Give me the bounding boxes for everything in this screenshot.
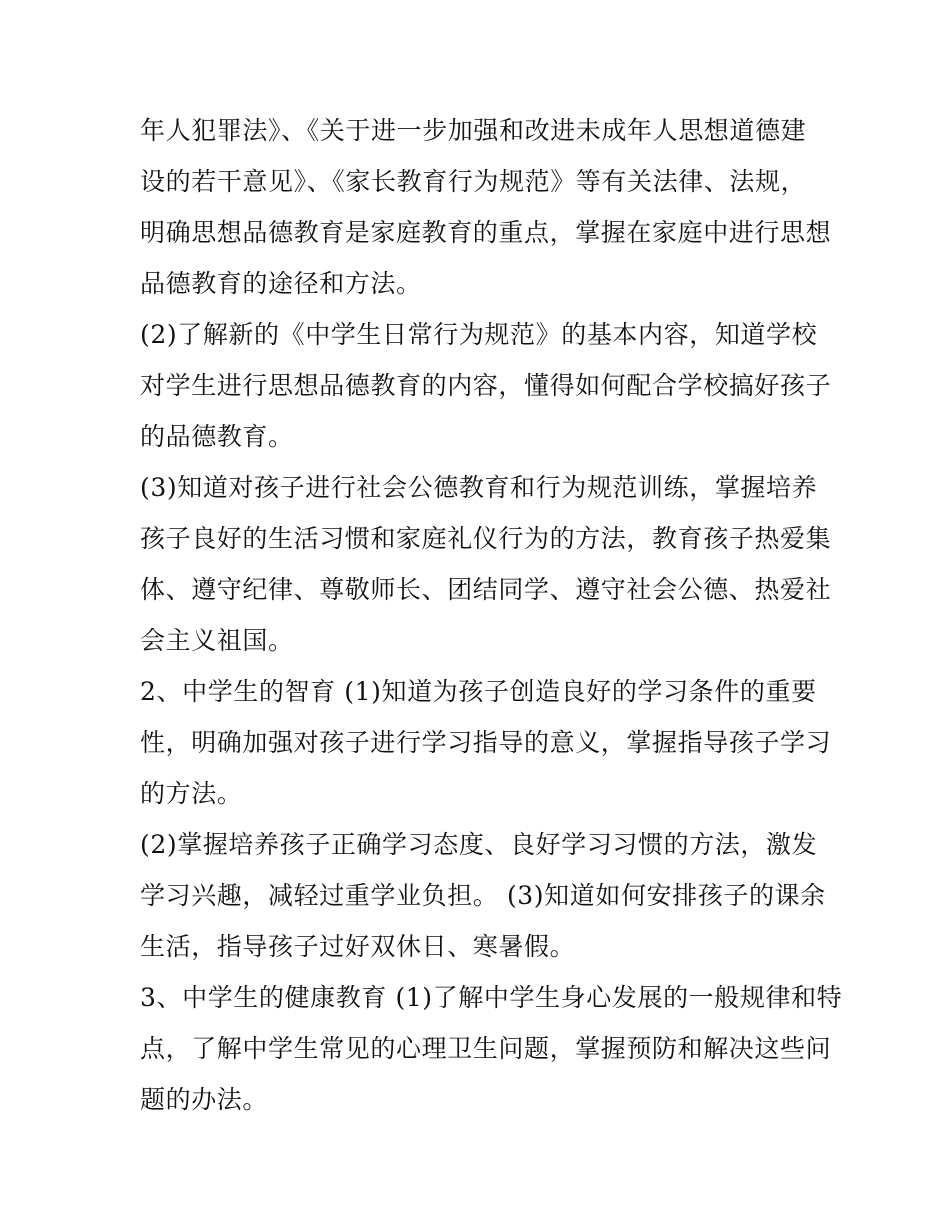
- text-line: 的方法。: [140, 779, 243, 808]
- text-line: 生活，指导孩子过好双休日、寒暑假。: [140, 932, 576, 961]
- text-line: 年人犯罪法》、《关于进一步加强和改进未成年人思想道德建: [140, 116, 807, 145]
- text-line: 品德教育的途径和方法。: [140, 269, 422, 298]
- text-line: 学习兴趣，减轻过重学业负担。 (3)知道如何安排孩子的课余: [140, 881, 826, 910]
- text-line: 题的办法。: [140, 1085, 269, 1114]
- text-line: 设的若干意见》、《家长教育行为规范》等有关法律、法规，: [140, 167, 807, 196]
- text-line: 3、中学生的健康教育 (1)了解中学生身心发展的一般规律和特: [140, 983, 843, 1012]
- text-line: 明确思想品德教育是家庭教育的重点，掌握在家庭中进行思想: [140, 218, 832, 247]
- text-line: (2)了解新的《中学生日常行为规范》的基本内容，知道学校: [140, 320, 818, 349]
- text-line: 的品德教育。: [140, 422, 294, 451]
- text-line: (2)掌握培养孩子正确学习态度、良好学习习惯的方法，激发: [140, 830, 818, 859]
- text-line: (3)知道对孩子进行社会公德教育和行为规范训练，掌握培养: [140, 473, 818, 502]
- text-line: 体、遵守纪律、尊敬师长、团结同学、遵守社会公德、热爱社: [140, 575, 832, 604]
- text-line: 点，了解中学生常见的心理卫生问题，掌握预防和解决这些问: [140, 1034, 832, 1063]
- text-line: 会主义祖国。: [140, 626, 294, 655]
- text-line: 孩子良好的生活习惯和家庭礼仪行为的方法，教育孩子热爱集: [140, 524, 832, 553]
- text-line: 性，明确加强对孩子进行学习指导的意义，掌握指导孩子学习: [140, 728, 832, 757]
- document-body: [140, 105, 843, 1125]
- text-line: 2、中学生的智育 (1)知道为孩子创造良好的学习条件的重要: [140, 677, 817, 706]
- text-line: 对学生进行思想品德教育的内容，懂得如何配合学校搞好孩子: [140, 371, 832, 400]
